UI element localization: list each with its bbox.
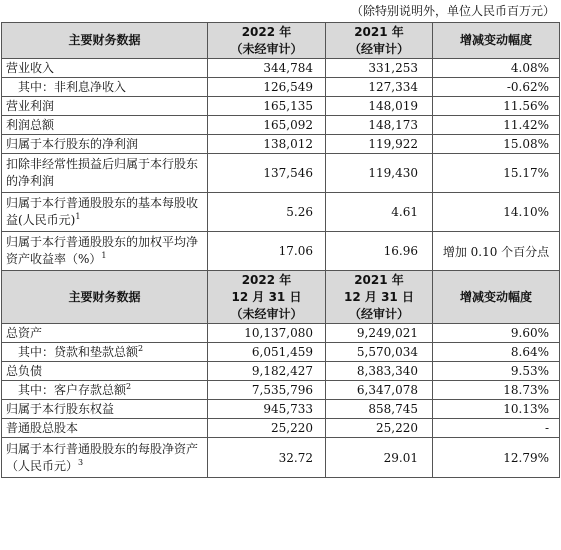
- header-label: 主要财务数据: [2, 271, 208, 324]
- change-value: 11.56%: [433, 97, 560, 116]
- table-row: [2, 362, 560, 381]
- row-label: [2, 438, 208, 478]
- row-label-text: 归属于本行普通股股东的加权平均净资产收益率（%）: [6, 235, 199, 266]
- value-2021: 119,430: [326, 154, 433, 193]
- row-label: 普通股总股本: [2, 419, 208, 438]
- header-change: 增减变动幅度: [433, 23, 560, 59]
- table-row: [2, 324, 560, 343]
- header-2021: [326, 271, 433, 324]
- value-2022: 10,137,080: [208, 324, 326, 343]
- value-2021: 858,745: [326, 400, 433, 419]
- row-label: 总资产: [2, 324, 208, 343]
- change-value: 18.73%: [433, 381, 560, 400]
- change-value: 12.79%: [433, 438, 560, 478]
- change-value: 15.08%: [433, 135, 560, 154]
- table-row: [2, 400, 560, 419]
- row-label-text: 归属于本行普通股股东的每股净资产（人民币元）: [6, 441, 199, 473]
- header-row-balance: [2, 271, 560, 324]
- header-label: 主要财务数据: [2, 23, 208, 59]
- row-label: [2, 232, 208, 271]
- table-row: [2, 97, 560, 116]
- value-2022: 7,535,796: [208, 381, 326, 400]
- value-2022: 17.06: [208, 232, 326, 271]
- change-value: 11.42%: [433, 116, 560, 135]
- change-value: -0.62%: [433, 78, 560, 97]
- change-value: 8.64%: [433, 343, 560, 362]
- header-2021-year: 2021 年: [354, 272, 404, 287]
- row-label: [2, 343, 208, 362]
- change-value: 4.08%: [433, 59, 560, 78]
- table-row: [2, 232, 560, 271]
- header-row-income: [2, 23, 560, 59]
- value-2022: 25,220: [208, 419, 326, 438]
- row-label-text: 其中：贷款和垫款总额: [18, 344, 139, 359]
- header-2022: [208, 23, 326, 59]
- table-row: [2, 116, 560, 135]
- value-2021: 5,570,034: [326, 343, 433, 362]
- footnote-marker: 1: [101, 251, 107, 260]
- financial-data-table: [1, 22, 560, 478]
- value-2022: 138,012: [208, 135, 326, 154]
- value-2021: 331,253: [326, 59, 433, 78]
- row-label: 营业利润: [2, 97, 208, 116]
- row-label: 扣除非经常性损益后归属于本行股东的净利润: [2, 154, 208, 193]
- header-2021-year: 2021 年: [354, 24, 404, 39]
- value-2022: 165,092: [208, 116, 326, 135]
- value-2021: 148,173: [326, 116, 433, 135]
- value-2021: 25,220: [326, 419, 433, 438]
- row-label: 其中：非利息净收入: [2, 78, 208, 97]
- value-2021: 6,347,078: [326, 381, 433, 400]
- header-2021-date: 12 月 31 日: [344, 289, 414, 304]
- change-value: 9.53%: [433, 362, 560, 381]
- change-value: 9.60%: [433, 324, 560, 343]
- value-2021: 29.01: [326, 438, 433, 478]
- unit-note: （除特别说明外，单位人民币百万元）: [350, 4, 555, 18]
- row-label: 归属于本行股东权益: [2, 400, 208, 419]
- value-2021: 9,249,021: [326, 324, 433, 343]
- table-row: [2, 154, 560, 193]
- value-2021: 148,019: [326, 97, 433, 116]
- footnote-marker: 3: [78, 457, 84, 467]
- table-row: [2, 78, 560, 97]
- footnote-marker: 1: [75, 212, 81, 221]
- header-2022-status: （未经审计）: [230, 306, 303, 321]
- header-2022-year: 2022 年: [241, 272, 292, 287]
- footnote-marker: 2: [126, 381, 132, 391]
- value-2022: 165,135: [208, 97, 326, 116]
- table-row: [2, 59, 560, 78]
- value-2022: 9,182,427: [208, 362, 326, 381]
- table-row: [2, 343, 560, 362]
- value-2021: 119,922: [326, 135, 433, 154]
- header-2021-status: （经审计）: [348, 306, 409, 321]
- table-row: [2, 438, 560, 478]
- change-value: -: [433, 419, 560, 438]
- row-label-text: 其中：客户存款总额: [18, 382, 127, 397]
- change-value: 15.17%: [433, 154, 560, 193]
- value-2022: 32.72: [208, 438, 326, 478]
- value-2022: 5.26: [208, 193, 326, 232]
- footnote-marker: 2: [138, 343, 144, 353]
- change-value: 10.13%: [433, 400, 560, 419]
- value-2022: 137,546: [208, 154, 326, 193]
- value-2021: 127,334: [326, 78, 433, 97]
- change-value: 14.10%: [433, 193, 560, 232]
- value-2022: 344,784: [208, 59, 326, 78]
- value-2021: 16.96: [326, 232, 433, 271]
- table-row: [2, 135, 560, 154]
- header-2021-status: （经审计）: [348, 41, 409, 56]
- header-2022-date: 12 月 31 日: [231, 289, 302, 304]
- table-row: [2, 381, 560, 400]
- row-label: 归属于本行股东的净利润: [2, 135, 208, 154]
- row-label: [2, 193, 208, 232]
- header-2022-year: 2022 年: [241, 24, 292, 39]
- value-2022: 126,549: [208, 78, 326, 97]
- header-2021: [326, 23, 433, 59]
- row-label: 总负债: [2, 362, 208, 381]
- value-2022: 6,051,459: [208, 343, 326, 362]
- table-row: [2, 193, 560, 232]
- header-2022-status: （未经审计）: [230, 41, 303, 56]
- value-2021: 4.61: [326, 193, 433, 232]
- row-label: [2, 381, 208, 400]
- value-2022: 945,733: [208, 400, 326, 419]
- table-row: [2, 419, 560, 438]
- row-label: 利润总额: [2, 116, 208, 135]
- value-2021: 8,383,340: [326, 362, 433, 381]
- header-change: 增减变动幅度: [433, 271, 560, 324]
- row-label-text: 归属于本行普通股股东的基本每股收益(人民币元): [6, 196, 199, 227]
- row-label: 营业收入: [2, 59, 208, 78]
- change-value: 增加 0.10 个百分点: [433, 232, 560, 271]
- header-2022: [208, 271, 326, 324]
